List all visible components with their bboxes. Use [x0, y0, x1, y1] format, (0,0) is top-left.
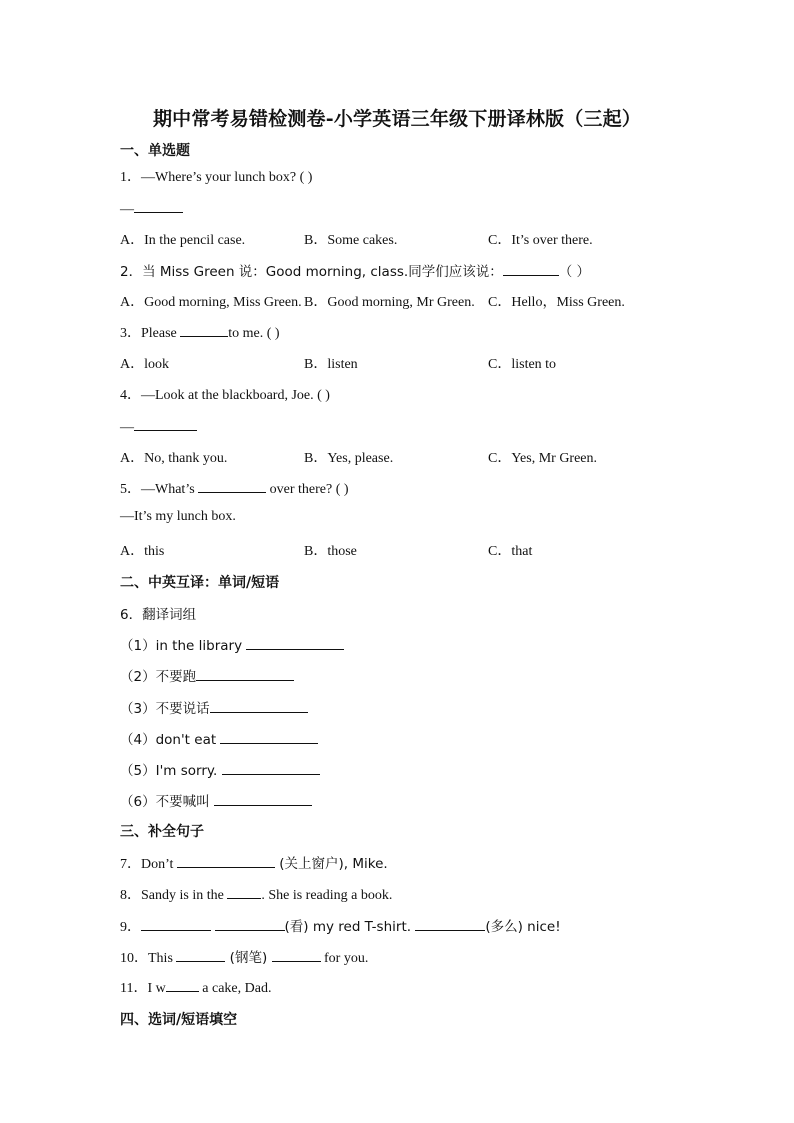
question-3-stem — [120, 322, 280, 342]
question-10-post: for you. — [320, 951, 369, 966]
translation-item — [120, 759, 320, 780]
section-heading-single-choice: 一、单选题 — [120, 143, 190, 159]
question-5-stem-post: over there? ( ) — [266, 482, 349, 497]
translation-item — [120, 697, 308, 718]
answer-blank[interactable] — [215, 916, 285, 931]
question-10-mid: (钢笔) — [225, 950, 272, 966]
page-title: 期中常考易错检测卷-小学英语三年级下册译林版（三起） — [152, 108, 642, 130]
question-5-stem-pre: 5．—What’s — [120, 482, 199, 497]
translation-item-label: （4）don't eat — [120, 732, 221, 748]
answer-blank[interactable] — [415, 916, 485, 931]
translation-item-label: （5）I'm sorry. — [120, 763, 222, 779]
answer-blank[interactable] — [272, 947, 321, 962]
translation-item-label: （6）不要喊叫 — [120, 794, 214, 810]
question-4-option-b[interactable]: B．Yes, please. — [304, 451, 394, 466]
question-2-option-c[interactable]: C．Hello，Miss Green. — [488, 295, 625, 310]
question-3-stem-pre: 3．Please — [120, 326, 181, 341]
question-1-option-a[interactable]: A．In the pencil case. — [120, 233, 246, 248]
answer-blank[interactable] — [210, 698, 308, 713]
answer-blank[interactable] — [227, 884, 261, 899]
translation-item-label: （3）不要说话 — [120, 701, 210, 717]
question-2-stem — [120, 260, 590, 281]
translation-item-label: （1）in the library — [120, 638, 247, 654]
answer-blank[interactable] — [166, 977, 199, 992]
question-5-reply: —It’s my lunch box. — [120, 509, 236, 524]
question-2-option-a[interactable]: A．Good morning, Miss Green. — [120, 295, 302, 310]
question-1-stem: 1．—Where’s your lunch box? ( ) — [120, 170, 313, 185]
question-7 — [120, 852, 388, 873]
question-4-option-a[interactable]: A．No, thank you. — [120, 451, 228, 466]
question-11-post: a cake, Dad. — [198, 981, 272, 996]
section-heading-word-choice: 四、选词/短语填空 — [120, 1012, 238, 1028]
question-1-option-b[interactable]: B．Some cakes. — [304, 233, 398, 248]
question-8 — [120, 884, 392, 904]
translation-item — [120, 728, 318, 749]
question-3-stem-post: to me. ( ) — [228, 326, 280, 341]
dash-prefix: — — [120, 202, 134, 217]
translation-item-label: （2）不要跑 — [120, 669, 197, 685]
question-9-pre: 9． — [120, 920, 141, 935]
question-10-pre: 10．This — [120, 951, 177, 966]
question-6-stem: 6．翻译词组 — [120, 607, 197, 623]
answer-blank[interactable] — [503, 261, 559, 276]
question-5-option-a[interactable]: A．this — [120, 544, 165, 559]
question-7-pre: 7．Don’t — [120, 857, 177, 872]
question-9 — [120, 915, 561, 936]
question-7-post: (关上窗户), Mike. — [274, 856, 388, 872]
question-9-mid: (看) my red T-shirt. — [284, 919, 416, 935]
dash-prefix: — — [120, 420, 134, 435]
question-5-option-b[interactable]: B．those — [304, 544, 357, 559]
question-2-stem-text: 2．当 Miss Green 说：Good morning, class.同学们应该说： — [120, 264, 503, 280]
question-4-option-c[interactable]: C．Yes, Mr Green. — [488, 451, 598, 466]
question-3-option-c[interactable]: C．listen to — [488, 357, 557, 372]
question-3-option-b[interactable]: B．listen — [304, 357, 358, 372]
answer-blank[interactable] — [198, 478, 266, 493]
question-9-post: (多么) nice! — [485, 919, 561, 935]
section-heading-translation: 二、中英互译：单词/短语 — [120, 575, 280, 591]
question-8-post: . She is reading a book. — [261, 888, 393, 903]
question-8-pre: 8．Sandy is in the — [120, 888, 228, 903]
question-11-pre: 11．I w — [120, 981, 166, 996]
translation-item — [120, 790, 312, 811]
question-3-option-a[interactable]: A．look — [120, 357, 169, 372]
translation-item — [120, 665, 294, 686]
question-1-answer-line — [120, 198, 183, 218]
question-1-option-c[interactable]: C．It’s over there. — [488, 233, 593, 248]
answer-blank[interactable] — [246, 635, 344, 650]
question-5-option-c[interactable]: C．that — [488, 544, 533, 559]
answer-blank[interactable] — [134, 198, 183, 213]
answer-blank[interactable] — [180, 322, 228, 337]
question-4-stem: 4．—Look at the blackboard, Joe. ( ) — [120, 388, 330, 403]
answer-blank[interactable] — [220, 729, 318, 744]
answer-blank[interactable] — [222, 760, 320, 775]
translation-item — [120, 634, 344, 655]
question-11 — [120, 977, 271, 997]
question-5-stem — [120, 478, 349, 498]
section-heading-complete-sentences: 三、补全句子 — [120, 824, 204, 840]
answer-blank[interactable] — [141, 916, 211, 931]
question-2-bracket: （ ） — [558, 264, 590, 280]
question-10 — [120, 946, 368, 967]
answer-blank[interactable] — [177, 853, 275, 868]
question-4-answer-line — [120, 416, 197, 436]
answer-blank[interactable] — [176, 947, 225, 962]
answer-blank[interactable] — [196, 666, 294, 681]
question-2-option-b[interactable]: B．Good morning, Mr Green. — [304, 295, 475, 310]
answer-blank[interactable] — [214, 791, 312, 806]
answer-blank[interactable] — [134, 416, 197, 431]
